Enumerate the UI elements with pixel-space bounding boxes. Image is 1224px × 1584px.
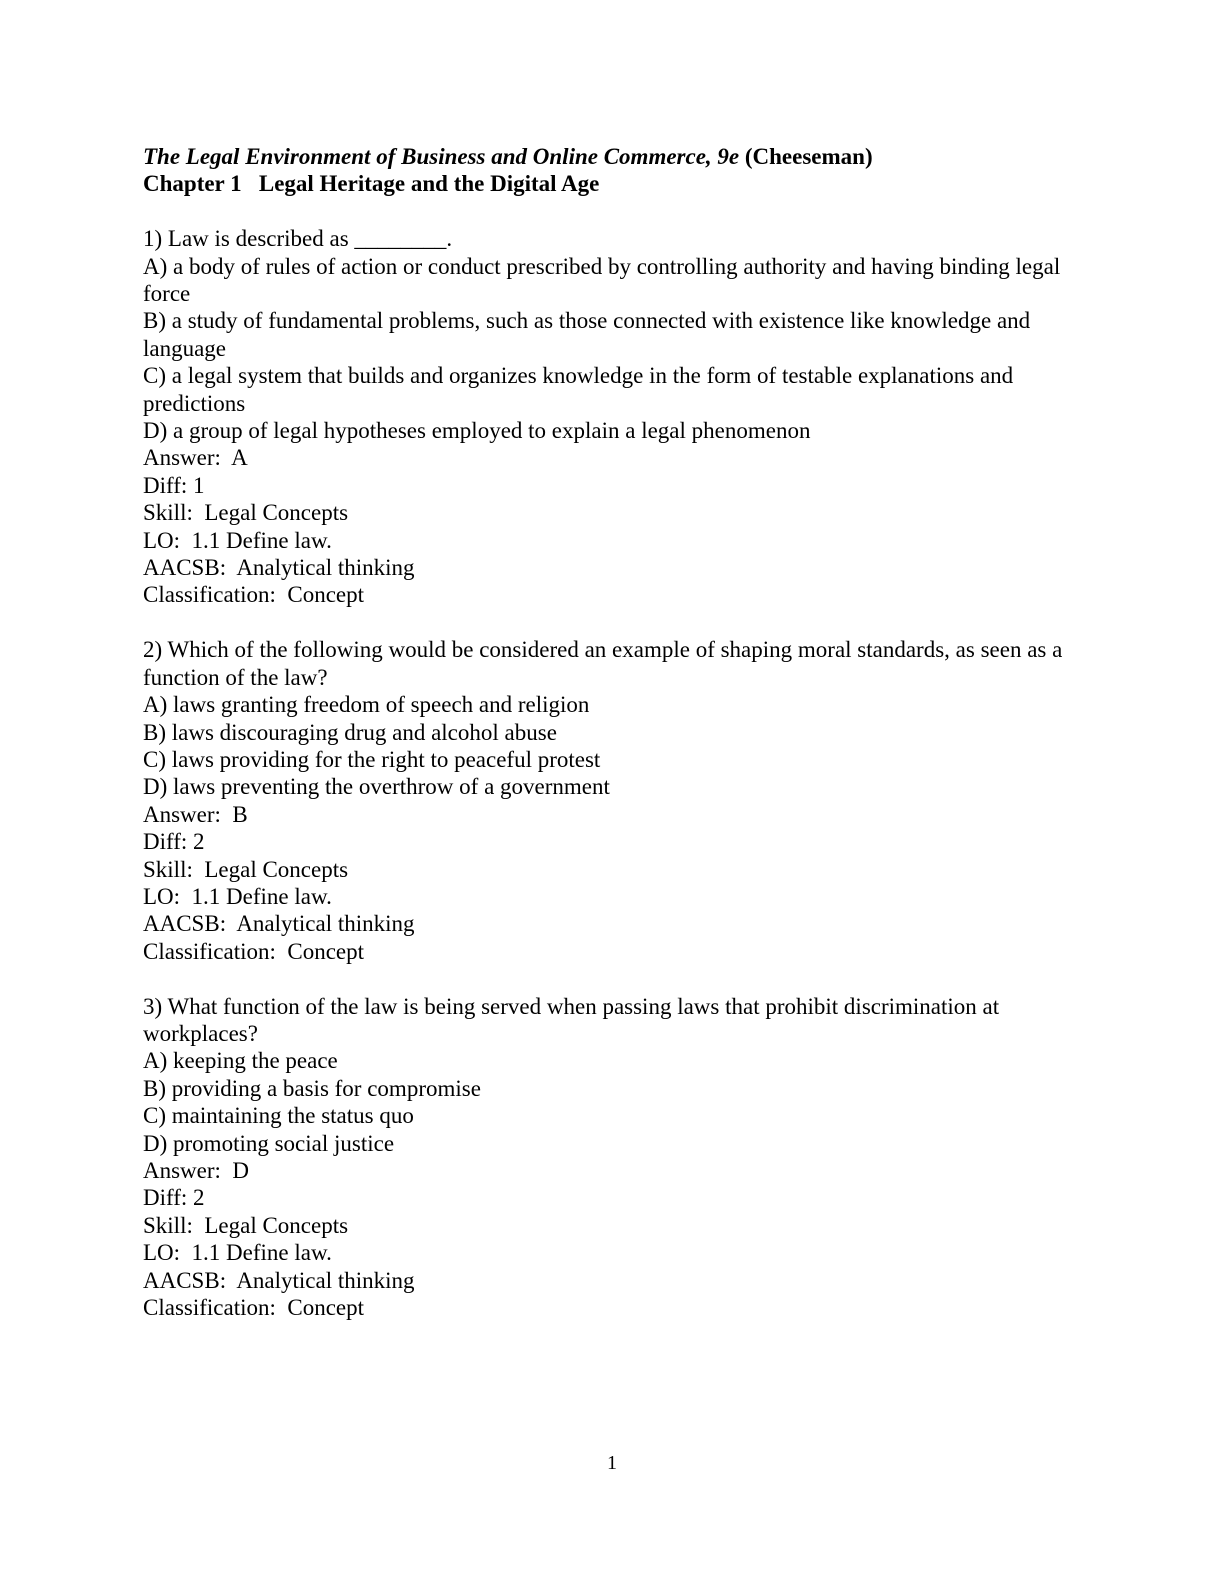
answer: Answer: D bbox=[143, 1157, 250, 1183]
classification: Classification: Concept bbox=[143, 582, 365, 608]
classification: Classification: Concept bbox=[143, 1295, 365, 1321]
chapter-title: Chapter 1 Legal Heritage and the Digital Age bbox=[143, 171, 600, 197]
book-title: The Legal Environment of Business and Online Commerce, 9e bbox=[143, 144, 740, 169]
question-stem: 2) Which of the following would be considered an example of shaping moral standards, as seen as a function of the law? bbox=[143, 637, 1063, 690]
option-a: A) a body of rules of action or conduct prescribed by controlling authority and having binding legal force bbox=[143, 253, 1061, 307]
aacsb: AACSB: Analytical thinking bbox=[143, 555, 415, 581]
question-2 bbox=[143, 636, 1083, 965]
option-d: D) a group of legal hypotheses employed to explain a legal phenomenon bbox=[143, 418, 811, 444]
difficulty: Diff: 1 bbox=[143, 472, 205, 498]
skill: Skill: Legal Concepts bbox=[143, 500, 349, 526]
question-stem: 1) Law is described as ________. bbox=[143, 226, 453, 252]
option-b: B) a study of fundamental problems, such as those connected with existence like knowledge and language bbox=[143, 308, 1031, 361]
page-content bbox=[143, 143, 1083, 1321]
difficulty: Diff: 2 bbox=[143, 829, 205, 855]
aacsb: AACSB: Analytical thinking bbox=[143, 911, 415, 937]
option-d: D) promoting social justice bbox=[143, 1130, 395, 1156]
option-b: B) laws discouraging drug and alcohol abuse bbox=[143, 719, 557, 745]
learning-objective: LO: 1.1 Define law. bbox=[143, 1240, 332, 1266]
option-d: D) laws preventing the overthrow of a government bbox=[143, 774, 610, 800]
option-c: C) a legal system that builds and organizes knowledge in the form of testable explanations and predictions bbox=[143, 363, 1014, 416]
classification: Classification: Concept bbox=[143, 938, 365, 964]
option-a: A) laws granting freedom of speech and religion bbox=[143, 692, 590, 718]
skill: Skill: Legal Concepts bbox=[143, 856, 349, 882]
book-title-line bbox=[143, 143, 1083, 170]
learning-objective: LO: 1.1 Define law. bbox=[143, 527, 332, 553]
question-stem: 3) What function of the law is being served when passing laws that prohibit discrimination at workplaces? bbox=[143, 993, 1000, 1046]
answer: Answer: B bbox=[143, 801, 248, 827]
option-c: C) laws providing for the right to peaceful protest bbox=[143, 746, 601, 772]
question-1 bbox=[143, 225, 1083, 609]
difficulty: Diff: 2 bbox=[143, 1185, 205, 1211]
option-a: A) keeping the peace bbox=[143, 1048, 338, 1074]
question-3 bbox=[143, 993, 1083, 1322]
header-spacer bbox=[143, 198, 1083, 225]
page-number: 1 bbox=[607, 1452, 617, 1474]
book-author: (Cheeseman) bbox=[744, 144, 873, 169]
skill: Skill: Legal Concepts bbox=[143, 1212, 349, 1238]
answer: Answer: A bbox=[143, 445, 248, 471]
option-b: B) providing a basis for compromise bbox=[143, 1075, 481, 1101]
learning-objective: LO: 1.1 Define law. bbox=[143, 883, 332, 909]
option-c: C) maintaining the status quo bbox=[143, 1103, 414, 1129]
aacsb: AACSB: Analytical thinking bbox=[143, 1267, 415, 1293]
